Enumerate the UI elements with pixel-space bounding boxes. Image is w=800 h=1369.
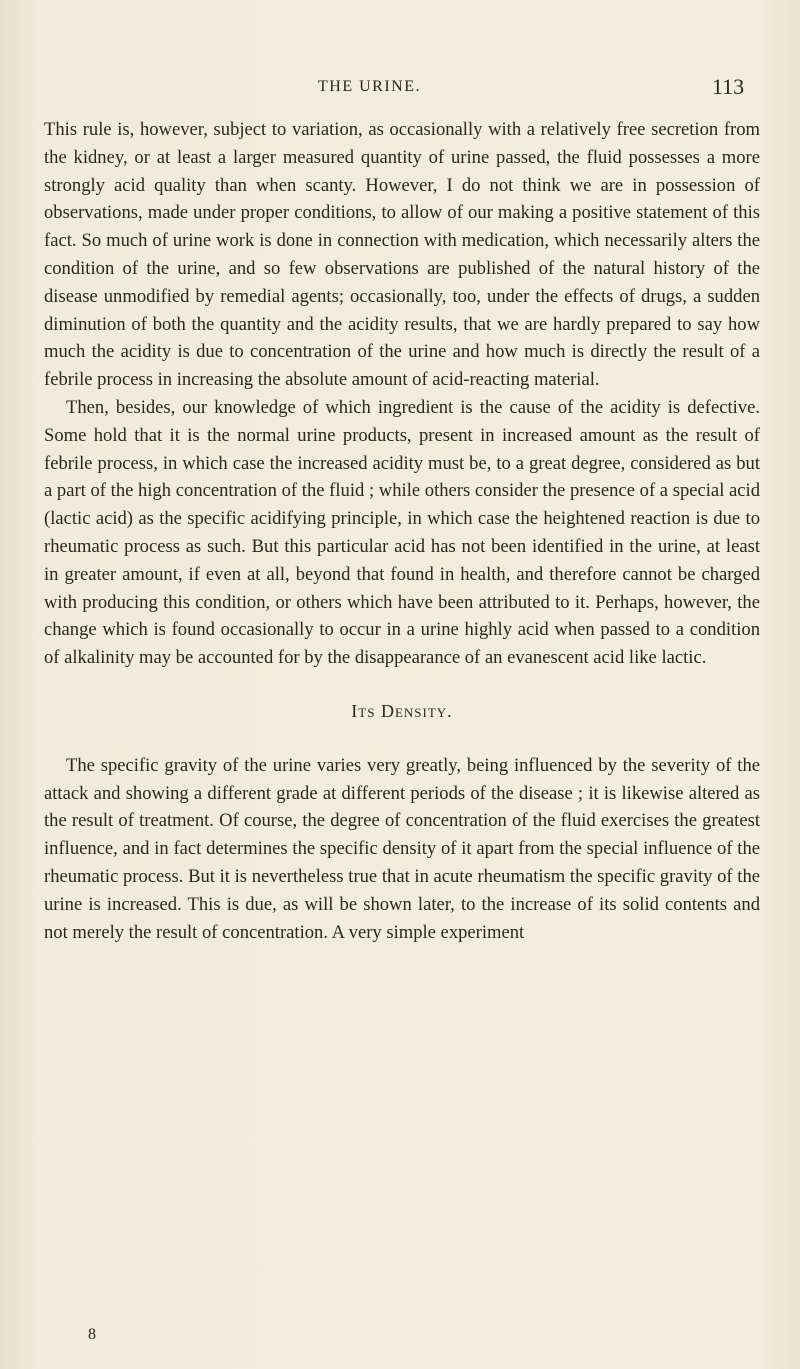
body-text [44, 116, 760, 946]
page-number: 113 [712, 74, 745, 99]
paragraph: This rule is, however, subject to variation, as occasionally with a relatively free secretion from the kidney, or at least a larger measured quantity of urine passed, the fluid possesses a more strongly acid quality than when scanty. However, I do not think we are in possession of observations, made under proper conditions, to allow of our making a positive statement of this fact. So much of urine work is done in connection with medication, which necessarily alters the condition of the urine, and so few observations are published of the natural history of the disease unmodified by remedial agents; occasionally, too, under the effects of drugs, a sudden diminution of both the quantity and the acidity results, that we are hardly prepared to say how much the acidity is due to concentration of the urine and how much is directly the result of a febrile process in increasing the absolute amount of acid-reacting material. [44, 119, 760, 391]
paragraph: The specific gravity of the urine varies very greatly, being influenced by the severity of the attack and showing a different grade at different periods of the disease ; it is likewise altered as the result of treatment. Of course, the degree of concentration of the fluid exercises the greatest influence, and in fact determines the specific density of it apart from the special influence of the rheumatic process. But it is nevertheless true that in acute rheumatism the specific gravity of the urine is increased. This is due, as will be shown later, to the increase of its solid contents and not merely the result of concentration. A very simple experiment [44, 754, 760, 943]
paragraph: Then, besides, our knowledge of which ingredient is the cause of the acidity is defective. Some hold that it is the normal urine products, present in increased amount as the result of febrile process, in which case the increased acidity must be, to a great degree, considered as but a part of the high concentration of the fluid ; while others consider the presence of a special acid (lactic acid) as the specific acidifying principle, in which case the heightened reaction is due to rheumatic process as such. But this particular acid has not been identified in the urine, at least in greater amount, if even at all, beyond that found in health, and therefore cannot be charged with producing this condition, or others which have been attributed to it. Perhaps, however, the change which is found occasionally to occur in a urine highly acid when passed to a condition of alkalinity may be accounted for by the disappearance of an evanescent acid like lactic. [44, 396, 760, 669]
section-heading: Its Density. [351, 700, 453, 721]
running-title: THE URINE. [318, 78, 421, 95]
signature-mark: 8 [88, 1326, 96, 1343]
running-head [0, 74, 800, 108]
